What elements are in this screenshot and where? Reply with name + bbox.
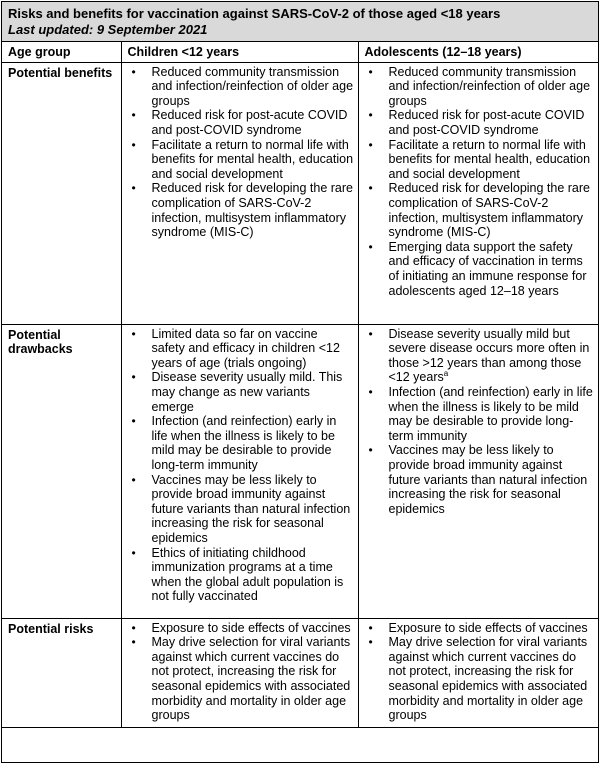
- list-item: • Exposure to side effects of vaccines: [359, 621, 595, 636]
- row-potential-benefits: [2, 62, 598, 324]
- last-updated: Last updated: 9 September 2021: [8, 22, 208, 37]
- list-item: • Exposure to side effects of vaccines: [122, 621, 354, 636]
- title-band: [2, 2, 598, 42]
- cell-benefits-children: [121, 62, 358, 324]
- list-item: • Reduced community transmission and infection/reinfection of older age groups: [122, 65, 354, 109]
- list-item: • Vaccines may be less likely to provide broad immunity against future variants than natural infection increasing the risk for seasonal epidemics: [359, 443, 595, 516]
- list-item: • Reduced community transmission and infection/reinfection of older age groups: [359, 65, 595, 109]
- list-item: • May drive selection for viral variants against which current vaccines do not protect, increasing the risk for seasonal epidemics with associated morbidity and mortality in older age groups: [122, 635, 354, 723]
- drawbacks-adolescents-list: [359, 325, 599, 521]
- cell-drawbacks-children: [121, 324, 358, 618]
- drawbacks-children-list: [122, 325, 358, 608]
- risks-adolescents-list: [359, 619, 599, 727]
- table-header-row: [2, 42, 598, 62]
- list-item: • Facilitate a return to normal life with benefits for mental health, education and social development: [359, 138, 595, 182]
- list-item: • Infection (and reinfection) early in life when the illness is likely to be mild may be desirable to provide long-term immunity: [359, 385, 595, 443]
- cell-benefits-adolescents: [358, 62, 598, 324]
- benefits-children-list: [122, 63, 358, 244]
- column-header-adolescents: Adolescents (12–18 years): [358, 42, 598, 62]
- cell-risks-adolescents: [358, 618, 598, 727]
- list-item: • Ethics of initiating childhood immunization programs at a time when the global adult population is not fully vaccinated: [122, 546, 354, 604]
- document-page: [1, 1, 599, 763]
- list-item: • Reduced risk for developing the rare complication of SARS-CoV-2 infection, multisystem inflammatory syndrome (MIS-C): [359, 181, 595, 239]
- footnote-marker: a: [443, 369, 449, 379]
- list-item: • Reduced risk for developing the rare complication of SARS-CoV-2 infection, multisystem inflammatory syndrome (MIS-C): [122, 181, 354, 239]
- list-item: • Infection (and reinfection) early in life when the illness is likely to be mild may be desirable to provide long-term immunity: [122, 414, 354, 472]
- list-item: • Vaccines may be less likely to provide broad immunity against future variants than natural infection increasing the risk for seasonal epidemics: [122, 473, 354, 546]
- list-item: • Facilitate a return to normal life with benefits for mental health, education and social development: [122, 138, 354, 182]
- list-item: • Emerging data support the safety and efficacy of vaccination in terms of initiating an immune response for adolescents aged 12–18 years: [359, 240, 595, 298]
- column-header-age-group: Age group: [2, 42, 121, 62]
- row-potential-risks: [2, 618, 598, 727]
- list-item: • Disease severity usually mild. This may change as new variants emerge: [122, 370, 354, 414]
- column-header-children: Children <12 years: [121, 42, 358, 62]
- list-item: • Limited data so far on vaccine safety and efficacy in children <12 years of age (trials ongoing): [122, 327, 354, 371]
- row-label-risks: Potential risks: [2, 618, 121, 727]
- row-label-benefits: Potential benefits: [2, 62, 121, 324]
- cell-drawbacks-adolescents: [358, 324, 598, 618]
- list-item: • May drive selection for viral variants against which current vaccines do not protect, increasing the risk for seasonal epidemics with associated morbidity and mortality in older age groups: [359, 635, 595, 723]
- list-item-text: Disease severity usually mild but severe disease occurs more often in those >12 years than among those <12 years: [388, 326, 590, 385]
- list-item: • Reduced risk for post-acute COVID and post-COVID syndrome: [359, 108, 595, 137]
- document-title: Risks and benefits for vaccination against SARS-CoV-2 of those aged <18 years: [8, 6, 501, 21]
- risks-children-list: [122, 619, 358, 727]
- cell-risks-children: [121, 618, 358, 727]
- risk-benefit-table: [2, 42, 598, 728]
- row-label-drawbacks: Potential drawbacks: [2, 324, 121, 618]
- benefits-adolescents-list: [359, 63, 599, 303]
- row-potential-drawbacks: [2, 324, 598, 618]
- list-item: • Reduced risk for post-acute COVID and post-COVID syndrome: [122, 108, 354, 137]
- list-item: [359, 327, 595, 385]
